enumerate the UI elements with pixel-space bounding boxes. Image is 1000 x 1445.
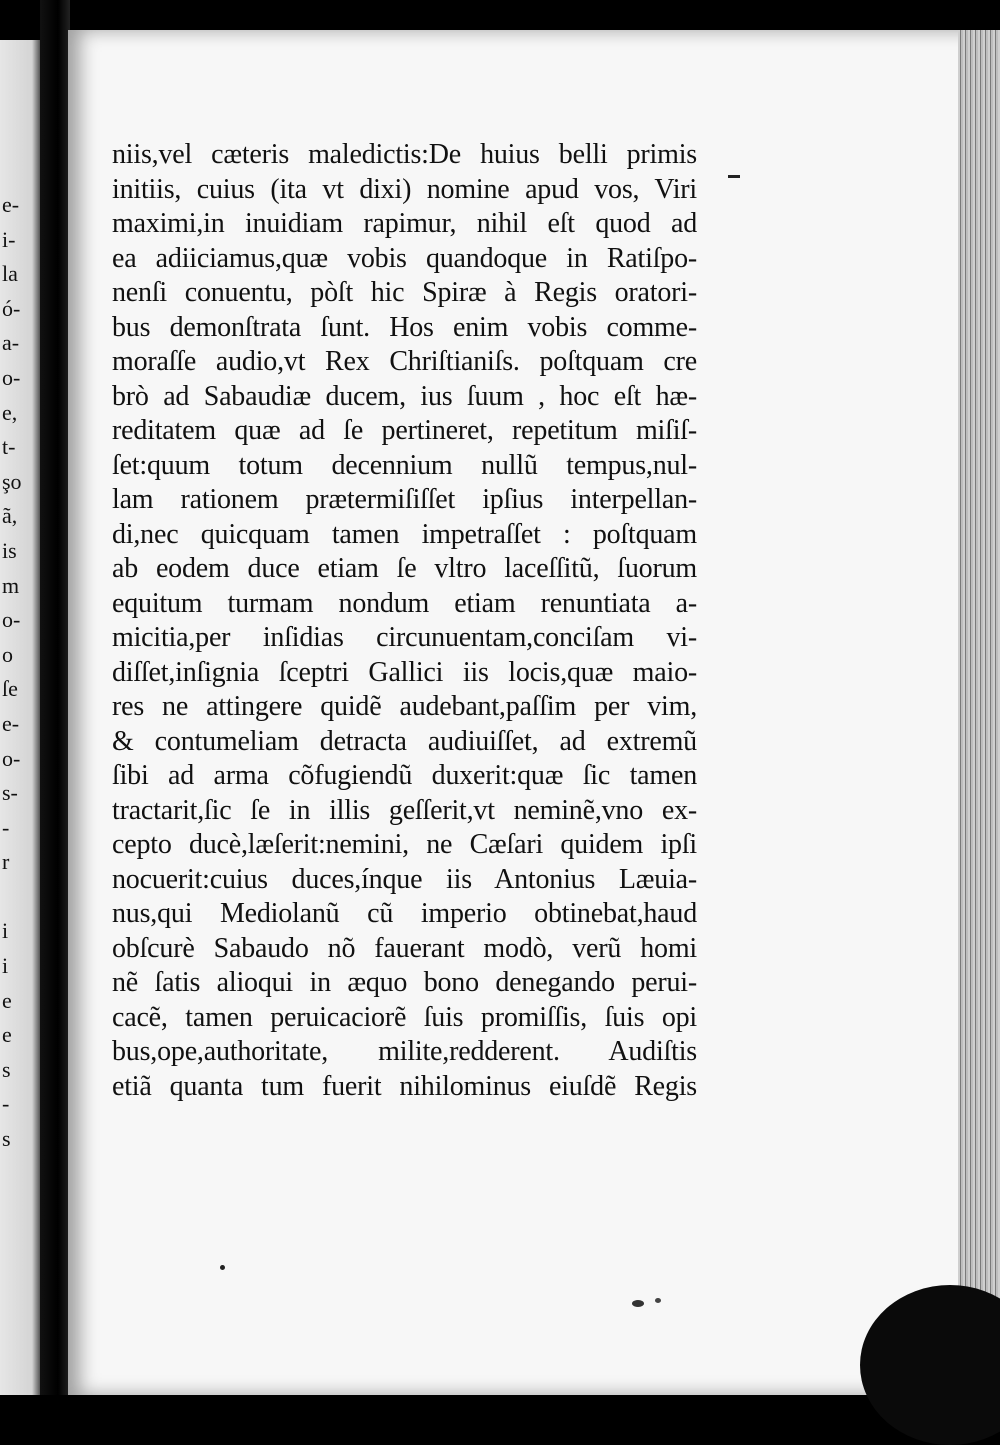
- text-line: reditatem quæ ad ſe pertineret, repetitum miſiſ-: [112, 415, 697, 446]
- left-page-fragment: -: [2, 1091, 10, 1117]
- left-page-text-fragments: [2, 188, 32, 1157]
- text-line: cepto ducè,læſerit:nemini, ne Cæſari quidem ipſi: [112, 829, 697, 860]
- text-line: moraſſe audio,vt Rex Chriſtianiſs. poſtquam cre: [112, 346, 697, 377]
- text-line: brò ad Sabaudiæ ducem, ius ſuum , hoc eſt hæ-: [112, 380, 697, 412]
- text-line: & contumeliam detracta audiuiſſet, ad extremũ: [112, 725, 697, 757]
- left-page-fragment: t-: [2, 434, 16, 460]
- left-page-fragment: o: [2, 641, 13, 667]
- text-line: tractarit,ſic ſe in illis geſſerit,vt neminẽ,vno ex-: [112, 794, 697, 826]
- left-page-fragment: i: [2, 918, 9, 944]
- text-line: nẽ ſatis alioqui in æquo bono denegando perui-: [112, 967, 697, 998]
- margin-dash-mark: [728, 175, 740, 178]
- text-line: res ne attingere quidẽ audebant,paſſim per vim,: [112, 691, 697, 722]
- left-page-fragment: ã,: [2, 503, 18, 529]
- left-page-fragment: [2, 880, 32, 915]
- left-page-fragment: s-: [2, 780, 18, 806]
- text-line: ab eodem duce etiam ſe vltro laceſſitũ, ſuorum: [112, 553, 697, 584]
- left-page-fragment: r: [2, 849, 10, 875]
- ink-speck: [220, 1265, 225, 1270]
- page-fore-edge: [958, 30, 1000, 1300]
- text-line: equitum turmam nondum etiam renuntiata a-: [112, 587, 697, 619]
- text-line: ea adiiciamus,quæ vobis quandoque in Ratiſpo-: [112, 242, 697, 274]
- text-line: ſet:quum totum decennium nullũ tempus,nul-: [112, 449, 697, 481]
- left-page-fragment: o-: [2, 607, 21, 633]
- left-page-fragment: is: [2, 537, 17, 563]
- text-line: ſibi ad arma cõfugiendũ duxerit:quæ ſic tamen: [112, 760, 697, 791]
- book-gutter: [40, 0, 70, 1395]
- text-line: etiã quanta tum fuerit nihilominus eiuſdẽ Regis: [112, 1070, 697, 1102]
- left-page-fragment: -: [2, 814, 10, 840]
- left-page-edge: [0, 40, 40, 1395]
- left-page-fragment: i-: [2, 226, 16, 252]
- text-line: cacẽ, tamen peruicaciorẽ ſuis promiſſis, ſuis opi: [112, 1001, 697, 1033]
- left-page-fragment: o-: [2, 364, 21, 390]
- text-line: bus,ope,authoritate, milite,redderent. Audiſtis: [112, 1036, 697, 1067]
- text-line: initiis, cuius (ita vt dixi) nomine apud vos, Viri: [112, 173, 697, 205]
- left-page-fragment: a-: [2, 330, 20, 356]
- left-page-fragment: e-: [2, 192, 20, 217]
- left-page-fragment: e: [2, 987, 12, 1013]
- text-line: nus,qui Mediolanũ cũ imperio obtinebat,haud: [112, 898, 697, 929]
- left-page-fragment: la: [2, 261, 18, 287]
- text-line: niis,vel cæteris maledictis:De huius belli primis: [112, 139, 697, 170]
- ink-speck: [632, 1300, 644, 1307]
- left-page-fragment: şo: [2, 468, 22, 494]
- left-page-fragment: m: [2, 572, 20, 598]
- left-page-fragment: i: [2, 953, 9, 979]
- left-page-fragment: e: [2, 1022, 12, 1048]
- text-line: diſſet,inſignia ſceptri Gallici iis locis,quæ maio-: [112, 656, 697, 688]
- left-page-fragment: s: [2, 1056, 11, 1082]
- left-page-fragment: o-: [2, 745, 21, 771]
- text-line: maximi,in inuidiam rapimur, nihil eſt quod ad: [112, 208, 697, 239]
- text-line: obſcurè Sabaudo nõ fauerant modò, verũ homi: [112, 932, 697, 964]
- text-line: lam rationem prætermiſiſſet ipſius interpellan-: [112, 484, 697, 515]
- text-line: nenſi conuentu, pòſt hic Spiræ à Regis oratori-: [112, 277, 697, 308]
- text-line: di,nec quicquam tamen impetraſſet : poſtquam: [112, 518, 697, 550]
- text-line: micitia,per inſidias circunuentam,conciſam vi-: [112, 622, 697, 653]
- text-line: bus demonſtrata ſunt. Hos enim vobis comme-: [112, 311, 697, 343]
- left-page-fragment: ſe: [2, 676, 18, 702]
- left-page-fragment: s: [2, 1126, 11, 1152]
- left-page-fragment: ó-: [2, 295, 21, 321]
- left-page-fragment: e-: [2, 710, 20, 736]
- page-text-block: [112, 138, 697, 1104]
- text-line: nocuerit:cuius duces,ínque iis Antonius Læuia-: [112, 863, 697, 895]
- ink-speck: [655, 1298, 661, 1303]
- left-page-fragment: e,: [2, 399, 18, 425]
